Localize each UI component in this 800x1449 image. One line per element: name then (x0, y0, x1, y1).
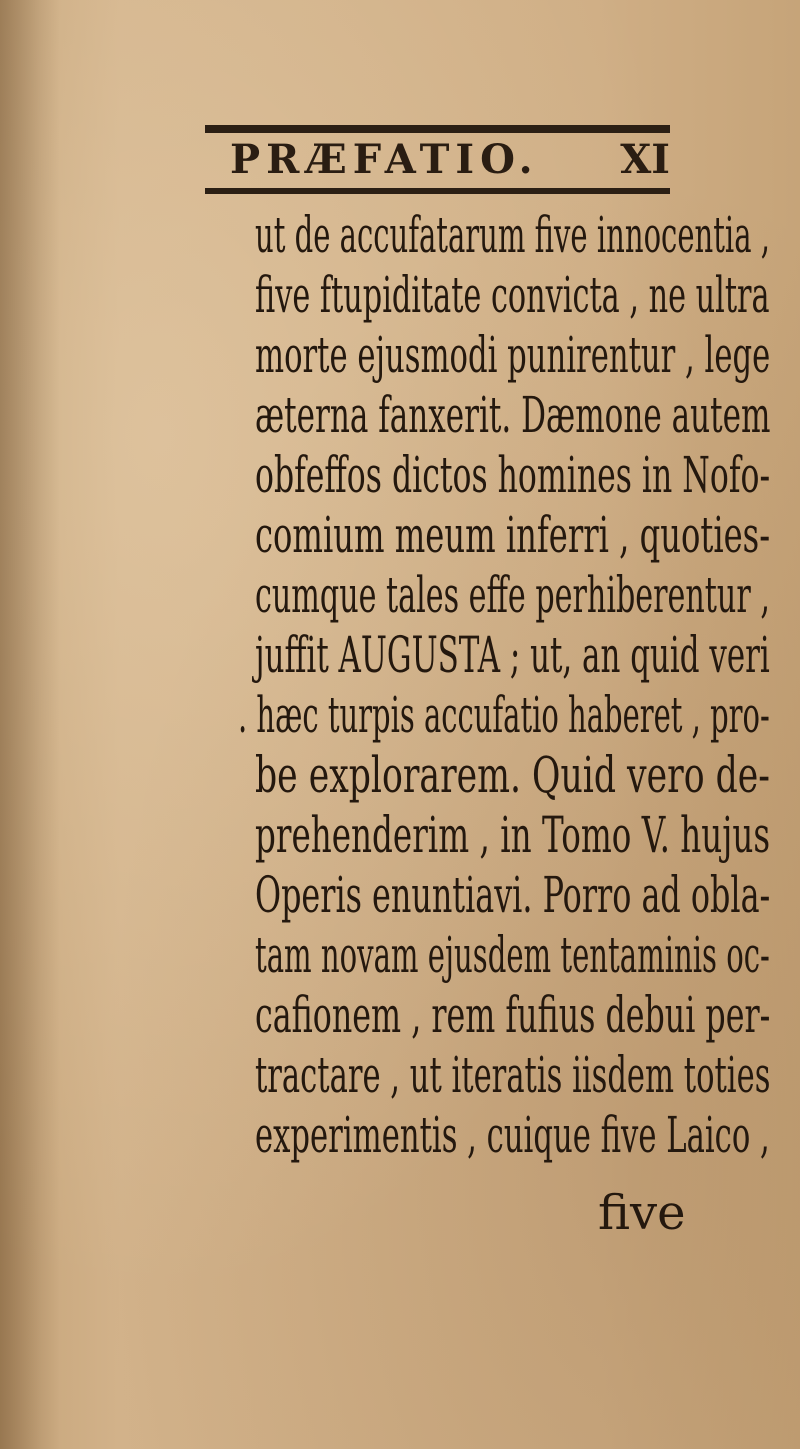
text-line: cumque tales effe perhiberentur , (255, 566, 770, 624)
text-line: prehenderim , in Tomo V. hujus (255, 806, 771, 864)
text-line: cafionem , rem fufius debui per- (255, 986, 771, 1044)
text-line: juffit AUGUSTA ; ut, an quid veri (255, 626, 770, 684)
running-head (230, 132, 670, 188)
text-line: experimentis , cuique five Laico , (255, 1106, 770, 1164)
text-line: tractare , ut iteratis iisdem toties (255, 1046, 771, 1104)
page-number: XI (620, 136, 670, 183)
text-line: . hæc turpis accufatio haberet , pro- (238, 686, 770, 744)
gutter-shadow (0, 0, 60, 1449)
text-line: obfeffos dictos homines in Nofo- (255, 446, 771, 504)
header-rule-bottom (205, 188, 670, 194)
text-line: be explorarem. Quid vero de- (255, 746, 770, 804)
text-line: æterna fanxerit. Dæmone autem (255, 386, 771, 444)
catchword: five (598, 1185, 686, 1241)
text-line: morte ejusmodi punirentur , lege (255, 326, 771, 384)
text-line: five ftupiditate convicta , ne ultra (255, 266, 770, 324)
text-line: Operis enuntiavi. Porro ad obla- (255, 866, 771, 924)
text-line: tam novam ejusdem tentaminis oc- (255, 926, 770, 984)
text-line: comium meum inferri , quoties- (255, 506, 771, 564)
text-line: ut de accufatarum five innocentia , (255, 206, 770, 264)
running-title: PRÆFATIO. (230, 136, 539, 183)
